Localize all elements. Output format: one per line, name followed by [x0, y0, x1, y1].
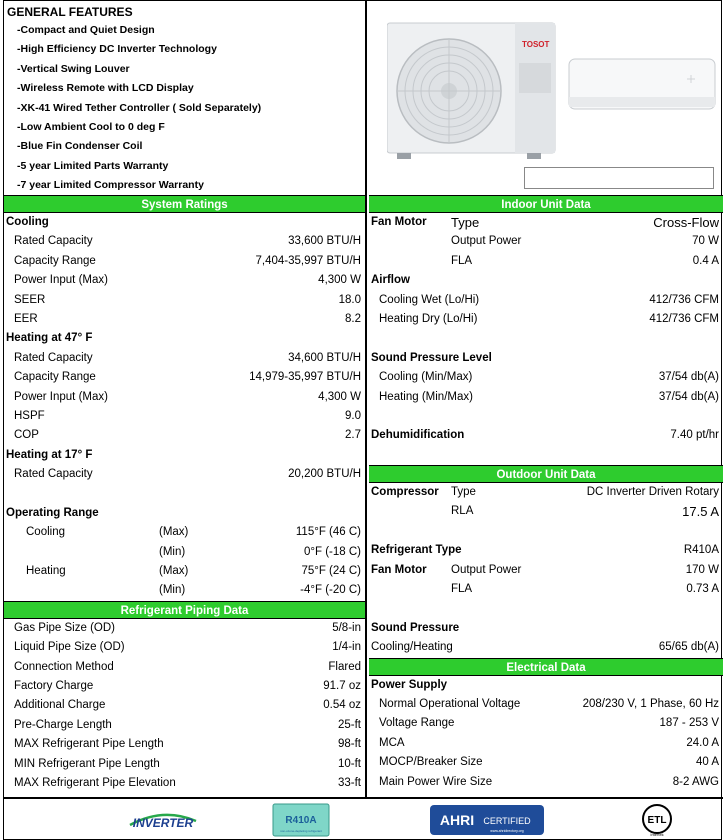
op-row-value: 0°F (-18 C) — [304, 545, 361, 558]
feature-item: -Wireless Remote with LCD Display — [17, 82, 194, 95]
spacer-row — [369, 446, 723, 465]
r410a-text: R410A — [285, 815, 317, 826]
elec-row — [369, 714, 723, 733]
indoor-header: Indoor Unit Data — [369, 195, 723, 213]
op-row-mode: (Max) — [159, 526, 189, 539]
indoor-fan-row — [369, 232, 723, 251]
fan-power-value: 170 W — [685, 563, 719, 576]
fan-motor-label: Fan Motor — [371, 216, 427, 228]
sound-value: 65/65 db(A) — [658, 641, 719, 654]
op-row-mode: (Min) — [159, 584, 186, 597]
cooling-row-label: SEER — [14, 293, 46, 306]
cooling-row-value: 8.2 — [345, 312, 361, 325]
op-row — [4, 523, 365, 542]
ahri-certified-text: CERTIFIED — [483, 816, 531, 826]
section-label: Power Supply — [371, 678, 448, 691]
left-column — [4, 1, 367, 797]
certification-logos — [4, 797, 723, 839]
fan-fla-value: 0.73 A — [686, 583, 719, 596]
section-label: Sound Pressure Level — [371, 351, 492, 364]
cooling-row-value: 4,300 W — [318, 274, 361, 287]
op-row-label: Cooling — [26, 526, 65, 539]
heat47-row-label: Power Input (Max) — [14, 390, 108, 403]
outdoor-fan-row — [369, 580, 723, 599]
elec-row-value: 208/230 V, 1 Phase, 60 Hz — [582, 697, 719, 710]
piping-row-label: Gas Pipe Size (OD) — [14, 621, 115, 634]
r410a-sub: non-ozone-depleting refrigerant — [280, 829, 322, 833]
dehum-label: Dehumidification — [371, 429, 465, 442]
piping-row-value: 0.54 oz — [323, 699, 361, 712]
piping-row — [4, 735, 365, 754]
cooling-row-value: 7,404-35,997 BTU/H — [255, 254, 361, 267]
general-features — [4, 1, 365, 195]
op-row — [4, 562, 365, 581]
heat47-row-label: COP — [14, 429, 39, 442]
etl-text: ETL — [647, 815, 667, 826]
elec-row-label: MOCP/Breaker Size — [379, 756, 483, 769]
comp-rla-label: RLA — [451, 505, 474, 518]
spec-sheet — [3, 0, 722, 840]
fan-fla-label: FLA — [451, 254, 473, 267]
cooling-row — [4, 310, 365, 329]
elec-row — [369, 773, 723, 792]
spacer-row — [369, 329, 723, 348]
cooling-row-label: Power Input (Max) — [14, 274, 108, 287]
heat47-row-value: 34,600 BTU/H — [288, 351, 361, 364]
piping-row — [4, 774, 365, 793]
elec-row-label: Normal Operational Voltage — [379, 697, 521, 710]
sound-row — [369, 388, 723, 407]
ahri-url-text: www.ahridirectory.org — [490, 829, 524, 833]
brand-text: TOSOT — [522, 40, 550, 49]
elec-row — [369, 753, 723, 772]
compressor-row — [369, 483, 723, 502]
sound-label: Cooling (Min/Max) — [379, 371, 473, 384]
piping-row — [4, 677, 365, 696]
cooling-row — [4, 232, 365, 251]
piping-row-label: MAX Refrigerant Pipe Elevation — [14, 776, 176, 789]
cooling-row-value: 33,600 BTU/H — [288, 235, 361, 248]
feature-item: -5 year Limited Parts Warranty — [17, 159, 169, 172]
fan-motor-label: Fan Motor — [371, 563, 427, 576]
sound-value: 37/54 db(A) — [658, 390, 719, 403]
feature-item: -Vertical Swing Louver — [17, 62, 130, 75]
compressor-label: Compressor — [371, 486, 439, 499]
piping-row — [4, 619, 365, 638]
heat17-row-value: 20,200 BTU/H — [288, 468, 361, 481]
piping-row-value: 5/8-in — [332, 621, 361, 634]
right-column — [369, 1, 723, 797]
comp-type-label: Type — [451, 486, 476, 499]
feature-item: -7 year Limited Compressor Warranty — [17, 179, 204, 192]
dehum-value: 7.40 pt/hr — [670, 429, 719, 442]
comp-rla-value: 17.5 A — [682, 504, 719, 520]
sound-label: Heating (Min/Max) — [379, 390, 473, 403]
ac-units-image — [387, 21, 717, 161]
spacer-row — [369, 407, 723, 426]
elec-row — [369, 695, 723, 714]
feature-item: -XK-41 Wired Tether Controller ( Sold Separately) — [17, 101, 262, 114]
fan-type-label: Type — [451, 215, 480, 230]
heat47-row-value: 4,300 W — [318, 390, 361, 403]
compressor-row — [369, 502, 723, 521]
power-supply-title — [369, 676, 723, 695]
spacer-row — [4, 484, 365, 503]
heat17-title — [4, 446, 365, 465]
piping-row-value: Flared — [328, 660, 361, 673]
elec-row-value: 40 A — [695, 756, 719, 769]
piping-row-label: MAX Refrigerant Pipe Length — [14, 738, 164, 751]
r410a-logo — [272, 803, 330, 837]
piping-row — [4, 638, 365, 657]
refrigerant-value: R410A — [683, 544, 719, 557]
empty-label-box — [524, 167, 714, 189]
section-label: Operating Range — [6, 506, 99, 519]
elec-row-label: MCA — [379, 736, 405, 749]
piping-row-label: Connection Method — [14, 660, 114, 673]
airflow-value: 412/736 CFM — [649, 293, 719, 306]
heat47-row — [4, 407, 365, 426]
airflow-value: 412/736 CFM — [649, 312, 719, 325]
sound-value: 37/54 db(A) — [658, 371, 719, 384]
piping-row-value: 98-ft — [337, 738, 361, 751]
elec-row-value: 187 - 253 V — [659, 717, 719, 730]
op-row-mode: (Min) — [159, 545, 186, 558]
cooling-row-label: EER — [14, 312, 38, 325]
elec-row — [369, 734, 723, 753]
piping-row-label: Pre-Charge Length — [14, 718, 112, 731]
heat47-row — [4, 388, 365, 407]
airflow-row — [369, 291, 723, 310]
heat47-row-label: Rated Capacity — [14, 351, 93, 364]
heat47-row-value: 9.0 — [345, 409, 361, 422]
fan-fla-label: FLA — [451, 583, 473, 596]
heat17-row — [4, 465, 365, 484]
dehum-row — [369, 426, 723, 445]
op-row-value: -4°F (-20 C) — [300, 584, 361, 597]
section-label: Sound Pressure — [371, 621, 460, 634]
heat47-row-value: 14,979-35,997 BTU/H — [249, 371, 361, 384]
piping-row-label: Factory Charge — [14, 679, 94, 692]
sound-label: Cooling/Heating — [371, 641, 453, 654]
op-row — [4, 581, 365, 600]
fan-power-value: 70 W — [692, 235, 719, 248]
piping-row — [4, 755, 365, 774]
heat47-title — [4, 329, 365, 348]
piping-row-value: 91.7 oz — [323, 679, 361, 692]
piping-row — [4, 716, 365, 735]
piping-row-label: MIN Refrigerant Pipe Length — [14, 757, 160, 770]
indoor-fan-row — [369, 213, 723, 232]
cooling-title — [4, 213, 365, 232]
piping-header: Refrigerant Piping Data — [4, 601, 365, 619]
op-row-label: Heating — [26, 565, 66, 578]
elec-row-value: 8-2 AWG — [672, 775, 719, 788]
heat47-row-value: 2.7 — [345, 429, 361, 442]
fan-fla-value: 0.4 A — [692, 254, 719, 267]
piping-row-label: Liquid Pipe Size (OD) — [14, 641, 125, 654]
ahri-logo — [429, 803, 545, 837]
piping-row — [4, 696, 365, 715]
fan-power-label: Output Power — [451, 235, 522, 248]
cooling-row-value: 18.0 — [338, 293, 361, 306]
elec-row-value: 24.0 A — [686, 736, 719, 749]
feature-item: -Compact and Quiet Design — [17, 24, 155, 36]
section-label: Heating at 47° F — [6, 332, 93, 345]
elec-row-label: Main Power Wire Size — [379, 775, 493, 788]
sound-row — [369, 368, 723, 387]
outdoor-sound-row — [369, 638, 723, 657]
heat47-row-label: HSPF — [14, 409, 45, 422]
piping-row-label: Additional Charge — [14, 699, 106, 712]
heat47-row-label: Capacity Range — [14, 371, 96, 384]
etl-logo — [640, 803, 674, 837]
feature-item: -Blue Fin Condenser Coil — [17, 140, 143, 153]
op-row-value: 115°F (46 C) — [295, 526, 361, 539]
elec-row-label: Voltage Range — [379, 717, 455, 730]
etl-sub: Intertek — [650, 832, 664, 837]
op-row-mode: (Max) — [159, 565, 189, 578]
outdoor-fan-row — [369, 561, 723, 580]
cooling-row — [4, 291, 365, 310]
airflow-title — [369, 271, 723, 290]
heat47-row — [4, 426, 365, 445]
fan-type-value: Cross-Flow — [653, 215, 719, 230]
airflow-label: Cooling Wet (Lo/Hi) — [379, 293, 480, 306]
electrical-header: Electrical Data — [369, 658, 723, 676]
op-row-value: 75°F (24 C) — [301, 565, 361, 578]
refrigerant-label: Refrigerant Type — [371, 544, 462, 557]
airflow-row — [369, 310, 723, 329]
inverter-text: INVERTER — [132, 816, 194, 830]
airflow-label: Heating Dry (Lo/Hi) — [379, 312, 478, 325]
features-title: GENERAL FEATURES — [7, 5, 133, 19]
ahri-text: AHRI — [439, 812, 475, 828]
system-ratings-header: System Ratings — [4, 195, 365, 213]
refrigerant-row — [369, 541, 723, 560]
feature-item: -Low Ambient Cool to 0 deg F — [17, 120, 165, 133]
op-row — [4, 543, 365, 562]
piping-row-value: 1/4-in — [332, 641, 361, 654]
cooling-row-label: Rated Capacity — [14, 235, 93, 248]
comp-type-value: DC Inverter Driven Rotary — [586, 486, 719, 499]
feature-item: -High Efficiency DC Inverter Technology — [17, 43, 217, 56]
indoor-fan-row — [369, 252, 723, 271]
outdoor-sound-title — [369, 619, 723, 638]
piping-row-value: 33-ft — [337, 776, 361, 789]
heat47-row — [4, 368, 365, 387]
spacer-row — [369, 522, 723, 541]
piping-row-value: 10-ft — [337, 757, 361, 770]
piping-row-value: 25-ft — [337, 718, 361, 731]
fan-power-label: Output Power — [451, 563, 522, 576]
outdoor-header: Outdoor Unit Data — [369, 465, 723, 483]
heat17-row-label: Rated Capacity — [14, 468, 93, 481]
section-label: Heating at 17° F — [6, 448, 93, 461]
product-image — [369, 1, 723, 195]
sound-title — [369, 349, 723, 368]
heat47-row — [4, 349, 365, 368]
section-label: Cooling — [6, 216, 49, 228]
section-label: Airflow — [371, 274, 410, 287]
spacer-row — [369, 599, 723, 618]
piping-row — [4, 658, 365, 677]
operating-range-title — [4, 504, 365, 523]
cooling-row — [4, 271, 365, 290]
inverter-logo — [126, 803, 200, 837]
cooling-row — [4, 252, 365, 271]
cooling-row-label: Capacity Range — [14, 254, 96, 267]
